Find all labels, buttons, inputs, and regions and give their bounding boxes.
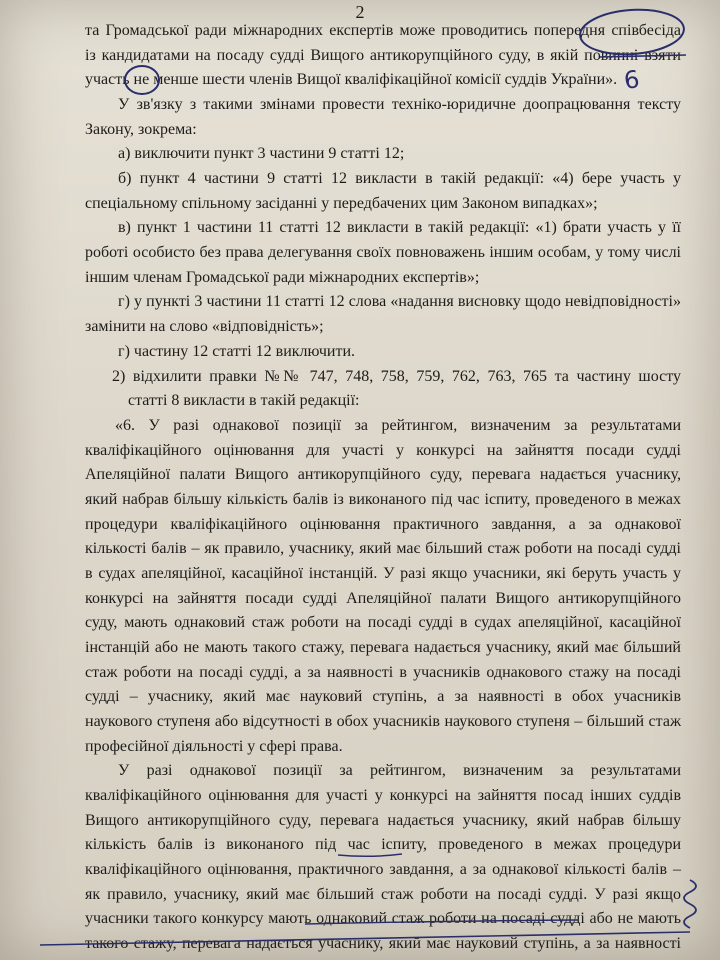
text-line: кількість балів із виконаного під час іспиту, проведеного в межах процедури xyxy=(85,836,681,854)
text-line: учасники такого конкурсу мають однаковий стаж роботи на посаді судді або не мають xyxy=(85,910,681,928)
text-line: «6. У разі однакової позиції за рейтингом, визначеним за результатами xyxy=(115,416,681,434)
text-line: кваліфікаційного оцінювання, практичного завдання, а за однакової кількості балів – xyxy=(85,861,681,878)
text-line: г) частину 12 статті 12 виключити. xyxy=(118,342,356,360)
text-line: процедури кваліфікаційного оцінювання практичного завдання, а за однакової xyxy=(85,515,681,533)
text-line: Апеляційної палати Вищого антикорупційного суду, перевага надається учаснику, xyxy=(85,466,681,484)
page-number: 2 xyxy=(355,2,365,22)
text-line: У разі однакової позиції за рейтингом, визначеним за результатами xyxy=(118,762,681,780)
pen-underline-exam xyxy=(338,854,402,856)
text-line: іншим членам Громадської ради міжнародних експертів»; xyxy=(85,268,480,286)
text-line: із кандидатами на посаду судді Вищого антикорупційного суду, в якій повинні взяти xyxy=(85,46,681,64)
text-line: Закону, зокрема: xyxy=(85,120,197,138)
text-line: наукового ступеня або відсутності в обох учасників наукового ступеня – більший стаж xyxy=(85,712,681,730)
text-line: конкурсі на зайняття посади судді Апеляційної палати Вищого антикорупційного xyxy=(85,589,681,607)
text-line: та Громадської ради міжнародних експертів може проводитись попередня співбесіда xyxy=(85,22,681,39)
text-line: в) пункт 1 частини 11 статті 12 викласти в такій редакції: «1) брати участь у її xyxy=(118,219,681,237)
text-line: участь не менше шести членів Вищої кваліфікаційної комісії суддів України». xyxy=(85,71,618,89)
text-line: кваліфікаційного оцінювання для участі у конкурсі на зайняття посади судді xyxy=(85,441,681,459)
text-line: як правило, учаснику, який має більший стаж роботи на посаді судді. У разі якщо xyxy=(85,885,681,903)
text-line: б) пункт 4 частини 9 статті 12 викласти в такій редакції: «4) бере участь у xyxy=(118,170,681,188)
text-line: кваліфікаційного оцінювання для участі у конкурсі на зайняття посад інших суддів xyxy=(85,786,681,804)
text-line: стаж роботи на посаді судді, а за наявності в учасників однакового стажу на посаді xyxy=(85,663,681,681)
text-line: який набрав більшу кількість балів із виконаного під час іспиту, проведеного в межах xyxy=(85,490,681,508)
text-line: суду, мають однаковий стаж роботи на посаді судді в судах апеляційної, касаційної xyxy=(85,614,681,632)
text-line: Вищого антикорупційного суду, перевага надається учаснику, який набрав більшу xyxy=(85,811,681,829)
text-line: роботі особисто без права делегування своїх повноважень іншим особам, у тому числі xyxy=(85,244,681,262)
text-line: професійної діяльності у сфері права. xyxy=(85,737,343,755)
text-line: У зв'язку з такими змінами провести техніко-юридичне доопрацювання тексту xyxy=(118,96,681,113)
text-line: інстанцій або не мають такого стажу, перевага надається учаснику, який має більший xyxy=(85,638,681,656)
text-line: такого стажу, перевага надається учаснику, який має науковий ступінь, а за наявності xyxy=(85,935,681,952)
text-line: г) у пункті 3 частини 11 статті 12 слова «надання висновку щодо невідповідності» xyxy=(118,293,681,311)
text-line: кількості балів – як правило, учаснику, який має більший стаж роботи на посаді судді xyxy=(85,540,681,558)
text-line: судді – учаснику, який має науковий ступінь, а за наявності в обох учасників xyxy=(85,688,681,706)
text-line: а) виключити пункт 3 частини 9 статті 12; xyxy=(118,145,405,163)
text-line: в судах апеляційної, касаційної інстанцій. У разі якщо учасники, які беруть участь у xyxy=(85,564,681,582)
text-line: замінити на слово «відповідність»; xyxy=(85,318,324,336)
text-line: статті 8 викласти в такій редакції: xyxy=(128,392,360,410)
pen-squiggle xyxy=(684,880,696,928)
text-line: спеціальному спільному засіданні у передбачених цим Законом випадках»; xyxy=(85,194,598,212)
text-line: 2) відхилити правки №№ 747, 748, 758, 759, 762, 763, 765 та частину шосту xyxy=(112,367,681,385)
handwritten-mark: 6 xyxy=(622,65,642,95)
